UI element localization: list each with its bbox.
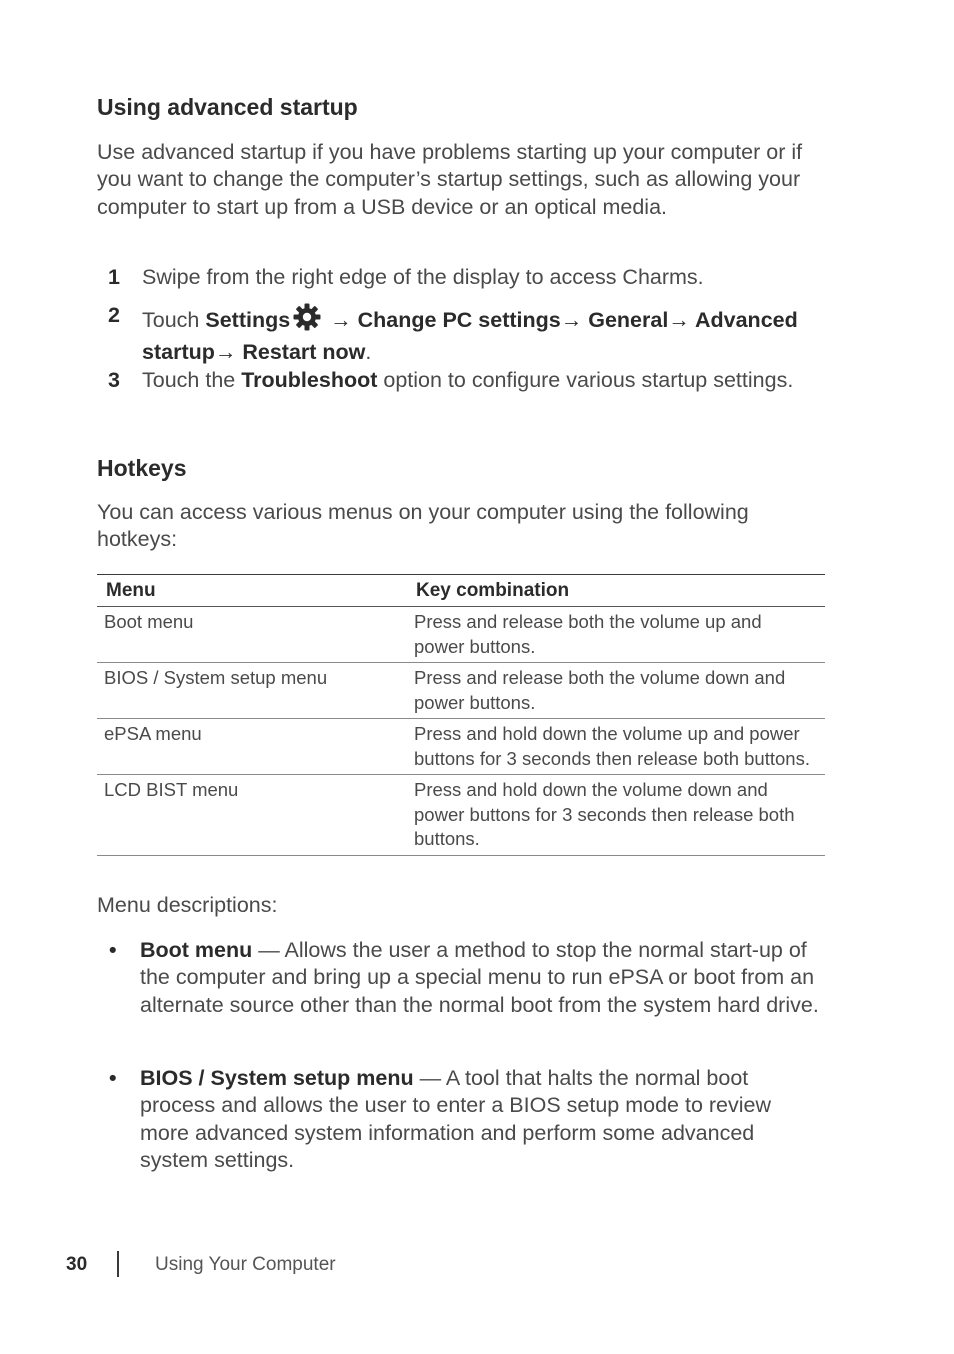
menu-cell: ePSA menu [97, 719, 402, 775]
footer-divider [117, 1251, 119, 1277]
bullet-text [140, 1065, 825, 1174]
table-row [97, 663, 825, 719]
advanced-startup-intro: Use advanced startup if you have problems starting up your computer or if you want to change the computer’s startup settings, such as allowing your computer to start up from a USB device or an optical media. [97, 140, 803, 219]
key-combination-cell: Press and release both the volume up and power buttons. [402, 607, 825, 663]
bullet-icon: • [109, 938, 117, 962]
bullet-desc: — A tool that halts the normal boot process and allows the user to enter a BIOS setup mode to review more advanced system information and perform some advanced system settings. [140, 1066, 771, 1172]
table-row [97, 719, 825, 775]
bullet-icon: • [109, 1066, 117, 1090]
step-1 [97, 264, 832, 291]
table-row [97, 607, 825, 663]
menu-descriptions-label: Menu descriptions: [97, 893, 278, 917]
column-header-key-combination: Key combination [402, 575, 825, 607]
footer-section-title: Using Your Computer [155, 1254, 336, 1275]
step-number: 1 [108, 265, 120, 289]
key-combination-cell: Press and hold down the volume down and power buttons for 3 seconds then release both buttons. [402, 775, 825, 856]
step-text-post: option to configure various startup settings. [377, 368, 794, 392]
restart-now-label: Restart now [242, 339, 366, 364]
step-3 [97, 367, 832, 394]
step-text [142, 367, 832, 394]
key-combination-cell: Press and hold down the volume up and power buttons for 3 seconds then release both buttons. [402, 719, 825, 775]
bullet-text [140, 937, 825, 1019]
bullet-term: BIOS / System setup menu [140, 1066, 414, 1090]
step-text-pre: Touch the [142, 368, 242, 392]
step-text-end: . [365, 339, 372, 364]
change-pc-settings-label: Change PC settings [357, 308, 561, 332]
key-combination-cell: Press and release both the volume down and power buttons. [402, 663, 825, 719]
arrow: → [324, 308, 358, 332]
arrow: → [214, 339, 243, 364]
bullet-desc: — Allows the user a method to stop the normal start-up of the computer and bring up a special menu to run ePSA or boot from an alternate source other than the normal boot from the system hard drive. [140, 938, 819, 1017]
section-heading-advanced-startup: Using advanced startup [97, 94, 358, 120]
step-text [142, 302, 832, 365]
bullet-boot-menu [97, 937, 825, 1019]
column-header-menu: Menu [97, 575, 402, 607]
page-number: 30 [66, 1254, 88, 1275]
table-header-row [97, 575, 825, 607]
menu-cell: Boot menu [97, 607, 402, 663]
troubleshoot-label: Troubleshoot [241, 368, 378, 392]
arrow: → [668, 308, 695, 332]
bullet-term: Boot menu [140, 938, 253, 962]
arrow: → [560, 308, 589, 332]
settings-label: Settings [205, 308, 291, 332]
step-2 [97, 302, 832, 365]
advanced-startup-label: Advanced startup [142, 308, 798, 364]
menu-cell: LCD BIST menu [97, 775, 402, 856]
step-number: 3 [108, 368, 120, 392]
step-text-pre: Touch [142, 308, 206, 332]
menu-cell: BIOS / System setup menu [97, 663, 402, 719]
section-heading-hotkeys: Hotkeys [97, 455, 187, 481]
general-label: General [588, 308, 669, 332]
gear-icon [292, 302, 322, 339]
table-row [97, 775, 825, 856]
hotkeys-intro: You can access various menus on your computer using the following hotkeys: [97, 500, 749, 552]
step-text: Swipe from the right edge of the display to access Charms. [142, 265, 704, 289]
bullet-bios-menu [97, 1065, 825, 1174]
step-number: 2 [108, 303, 120, 327]
hotkeys-table [97, 574, 825, 856]
